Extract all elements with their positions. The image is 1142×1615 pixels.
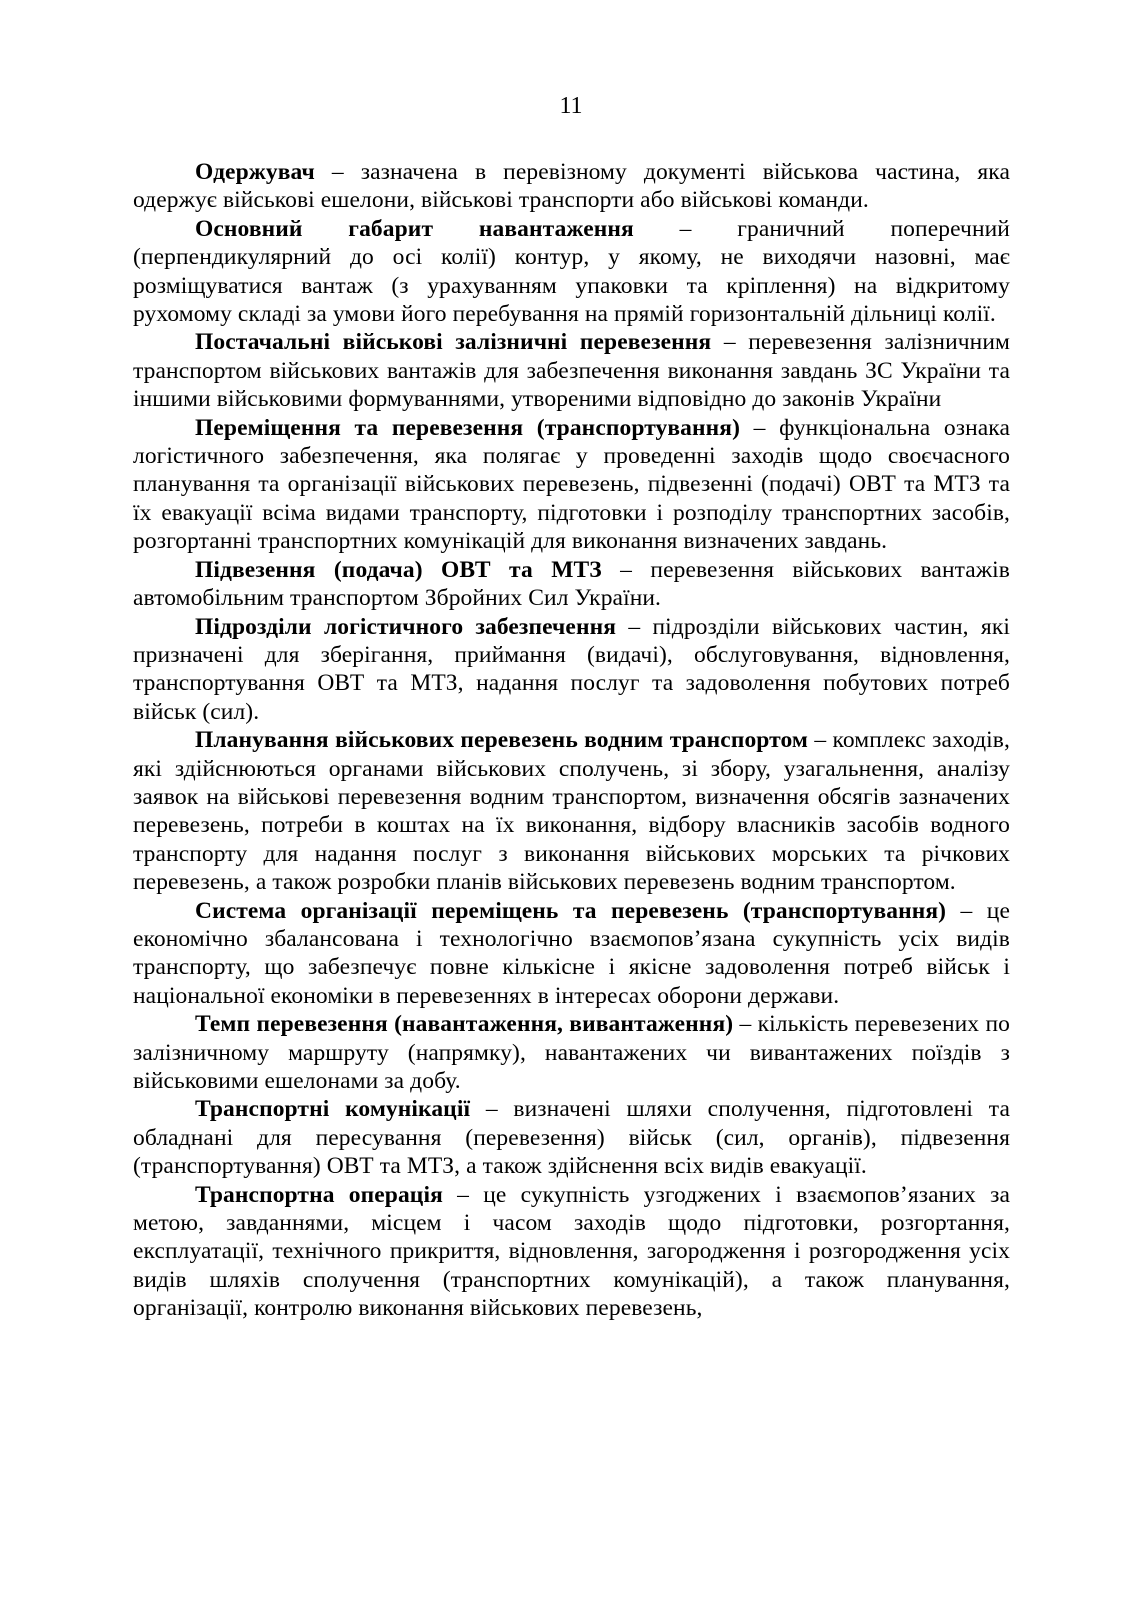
term-bold: Система організації переміщень та перевезень (транспортування) xyxy=(195,897,947,924)
definition-paragraph xyxy=(133,158,1010,215)
term-bold: Планування військових перевезень водним транспортом xyxy=(195,727,809,754)
definition-paragraph xyxy=(133,1095,1010,1180)
page-number: 11 xyxy=(559,93,583,119)
definition-text: – підрозділи військових частин, які призначені для зберігання, приймання (видачі), обслуговування, відновлення, транспортування ОВТ та МТЗ, надання послуг та задоволення побутових потреб військ (сил). xyxy=(133,613,1010,725)
definition-paragraph xyxy=(133,1181,1010,1323)
definition-text: – кількість перевезених по залізничному маршруту (напрямку), навантажених чи вивантажених поїздів з військовими ешелонами за добу. xyxy=(133,1011,1010,1094)
definition-text: – функціональна ознака логістичного забезпечення, яка полягає у проведенні заходів щодо своєчасного планування та організації військових перевезень, підвезенні (подачі) ОВТ та МТЗ та їх евакуації всіма видами транспорту, підготовки і розподілу транспортних засобів, розгортанні транспортних комунікацій для виконання визначених завдань. xyxy=(133,414,1010,555)
term-bold: Підвезення (подача) ОВТ та МТЗ xyxy=(195,556,602,583)
definition-text: – це економічно збалансована і технологічно взаємопов’язана сукупність усіх видів транспорту, що забезпечує повне кількісне і якісне задоволення потреб військ і національної економіки в перевезеннях в інтересах оборони держави. xyxy=(133,897,1010,1009)
term-bold: Транспортна операція xyxy=(195,1181,443,1208)
definition-paragraph xyxy=(133,897,1010,1011)
term-bold: Темп перевезення (навантаження, вивантаження) xyxy=(195,1011,734,1038)
term-bold: Транспортні комунікації xyxy=(195,1096,471,1123)
definition-text: – це сукупність узгоджених і взаємопов’язаних за метою, завданнями, місцем і часом заходів щодо підготовки, розгортання, експлуатації, технічного прикриття, відновлення, загородження і розгородження усіх видів шляхів сполучення (транспортних комунікацій), а також планування, організації, контролю виконання військових перевезень, xyxy=(133,1181,1010,1322)
definition-text: – комплекс заходів, які здійснюються органами військових сполучень, зі збору, узагальнення, аналізу заявок на військові перевезення водним транспортом, визначення обсягів зазначених перевезень, потреби в коштах на їх виконання, відбору власників засобів водного транспорту для надання послуг з виконання військових морських та річкових перевезень, а також розробки планів військових перевезень водним транспортом. xyxy=(133,727,1010,896)
term-bold: Одержувач xyxy=(195,159,315,185)
term-bold: Підрозділи логістичного забезпечення xyxy=(195,613,617,640)
definition-paragraph xyxy=(133,414,1010,556)
definition-paragraph xyxy=(133,726,1010,896)
definition-text: – зазначена в перевізному документі військова частина, яка одержує військові ешелони, військові транспорти або військові команди. xyxy=(133,159,1010,214)
definition-text: – перевезення військових вантажів автомобільним транспортом Збройних Сил України. xyxy=(133,556,1010,612)
document-body xyxy=(133,158,1010,1323)
definition-text: – визначені шляхи сполучення, підготовлені та обладнані для пересування (перевезення) військ (сил, органів), підвезення (транспортування) ОВТ та МТЗ, а також здійснення всіх видів евакуації. xyxy=(133,1096,1010,1180)
definition-paragraph xyxy=(133,1010,1010,1095)
term-bold: Постачальні військові залізничні перевезення xyxy=(195,329,712,356)
definition-paragraph xyxy=(133,215,1010,329)
definition-paragraph xyxy=(133,613,1010,727)
definition-paragraph xyxy=(133,556,1010,613)
definition-text: – граничний поперечний (перпендикулярний до осі колії) контур, у якому, не виходячи назовні, має розміщуватися вантаж (з урахуванням упаковки та кріплення) на відкритому рухомому складі за умови його перебування на прямій горизонтальній дільниці колії. xyxy=(133,215,1010,328)
term-bold: Основний габарит навантаження xyxy=(195,215,634,242)
term-bold: Переміщення та перевезення (транспортування) xyxy=(195,414,741,441)
definition-text: – перевезення залізничним транспортом військових вантажів для забезпечення виконання завдань ЗС України та іншими військовими формуваннями, утвореними відповідно до законів України xyxy=(133,329,1011,413)
definition-paragraph xyxy=(133,328,1010,413)
